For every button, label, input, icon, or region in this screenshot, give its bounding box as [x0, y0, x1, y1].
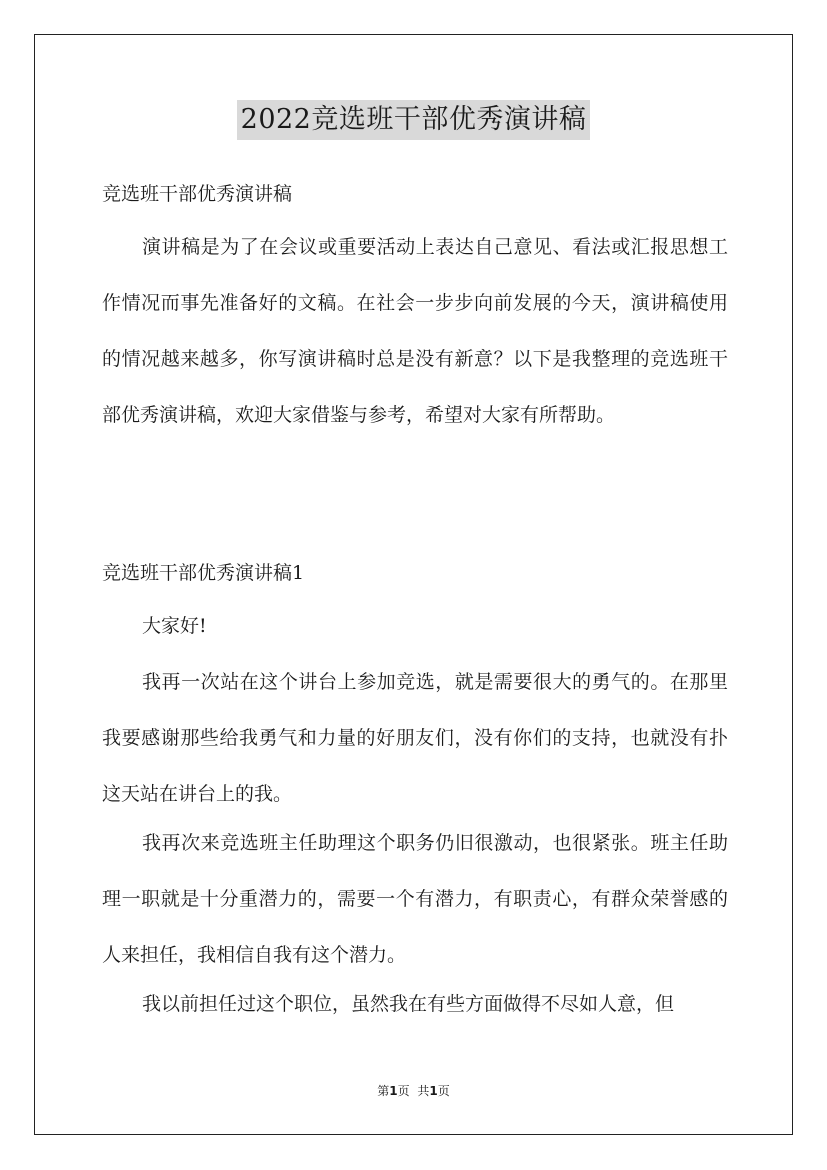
- footer-page-number: 1: [389, 1084, 398, 1098]
- paragraph-1: 我再一次站在这个讲台上参加竞选，就是需要很大的勇气的。在那里我要感谢那些给我勇气和力量的好朋友们，没有你们的支持，也就没有扑这天站在讲台上的我。: [102, 671, 728, 805]
- footer-page-suffix: 页: [397, 1084, 410, 1098]
- page-footer: [0, 1083, 827, 1099]
- footer-total-number: 1: [429, 1084, 438, 1098]
- greeting-paragraph: 大家好!: [142, 615, 207, 637]
- footer-total-prefix: 共: [417, 1084, 430, 1098]
- intro-paragraph: 演讲稿是为了在会议或重要活动上表达自己意见、看法或汇报思想工作情况而事先准备好的文稿。在社会一步步向前发展的今天，演讲稿使用的情况越来越多，你写演讲稿时总是没有新意？以下是我整理的竞选班干部优秀演讲稿，欢迎大家借鉴与参考，希望对大家有所帮助。: [102, 236, 728, 426]
- document-subtitle: 竞选班干部优秀演讲稿: [102, 183, 293, 205]
- paragraph-3: 我以前担任过这个职位，虽然我在有些方面做得不尽如人意，但: [142, 993, 675, 1015]
- section-heading-1: 竞选班干部优秀演讲稿1: [102, 562, 305, 584]
- document-title: 2022竞选班干部优秀演讲稿: [237, 100, 591, 140]
- title-container: [0, 100, 827, 140]
- footer-total-suffix: 页: [437, 1084, 450, 1098]
- footer-page-prefix: 第: [377, 1084, 390, 1098]
- paragraph-2: 我再次来竞选班主任助理这个职务仍旧很激动，也很紧张。班主任助理一职就是十分重潜力的，需要一个有潜力，有职责心，有群众荣誉感的人来担任，我相信自我有这个潜力。: [102, 832, 728, 966]
